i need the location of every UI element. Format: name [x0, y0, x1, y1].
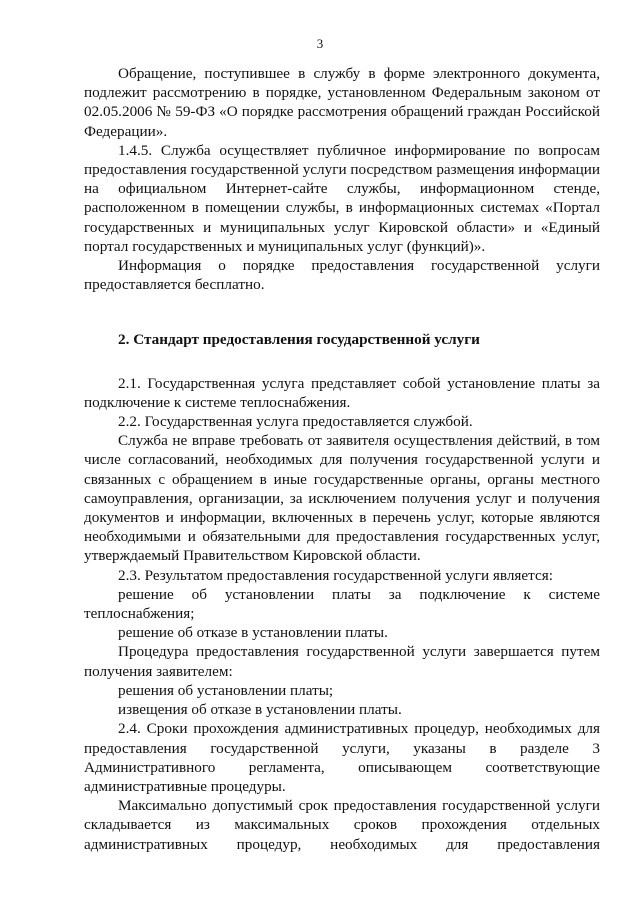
- paragraph: 2.4. Сроки прохождения административных процедур, необходимых для предоставления государственной услуги, указаны в разделе 3 Административного регламента, описывающем соответствующие административные процедуры.: [84, 720, 600, 795]
- paragraph: Процедура предоставления государственной услуги завершается путем получения заявителем:: [84, 643, 600, 680]
- paragraph: извещения об отказе в установлении платы.: [118, 701, 402, 719]
- paragraph: решение об отказе в установлении платы.: [118, 624, 388, 642]
- section-heading: 2. Стандарт предоставления государственной услуги: [118, 331, 480, 349]
- paragraph: 2.1. Государственная услуга представляет собой установление платы за подключение к системе теплоснабжения.: [84, 374, 600, 411]
- paragraph: 2.2. Государственная услуга предоставляется службой.: [118, 413, 473, 431]
- paragraph: Максимально допустимый срок предоставления государственной услуги складывается из максимальных сроков прохождения отдельных административных процедур, необходимых для предоставления: [84, 797, 600, 853]
- paragraph: Информация о порядке предоставления государственной услуги предоставляется бесплатно.: [84, 257, 600, 294]
- paragraph: решение об установлении платы за подключение к системе теплоснабжения;: [84, 585, 600, 623]
- page-number: 3: [316, 36, 324, 51]
- paragraph: Служба не вправе требовать от заявителя осуществления действий, в том числе согласований, необходимых для получения государственной услуги и связанных с обращением в иные государственные органы, органы местного самоуправления, организации, за исключением получения услуг и получения документов и информации, включенных в перечень услуг, которые являются необходимыми и обязательными для предоставления государственных услуг, утверждаемый Правительством Кировской области.: [84, 432, 600, 565]
- paragraph: 1.4.5. Служба осуществляет публичное информирование по вопросам предоставления государственной услуги посредством размещения информации на официальном Интернет-сайте службы, информационном стенде, расположенном в помещении службы, в информационных системах «Портал государственных и муниципальных услуг Кировской области» и «Единый портал государственных и муниципальных услуг (функций)».: [84, 141, 600, 255]
- paragraph: 2.3. Результатом предоставления государственной услуги является:: [118, 566, 553, 584]
- paragraph: решения об установлении платы;: [118, 681, 334, 699]
- document-body: [84, 64, 600, 854]
- paragraph: Обращение, поступившее в службу в форме электронного документа, подлежит рассмотрению в порядке, установленном Федеральным законом от 02.05.2006 № 59-ФЗ «О порядке рассмотрения обращений граждан Российской Федерации».: [84, 65, 600, 140]
